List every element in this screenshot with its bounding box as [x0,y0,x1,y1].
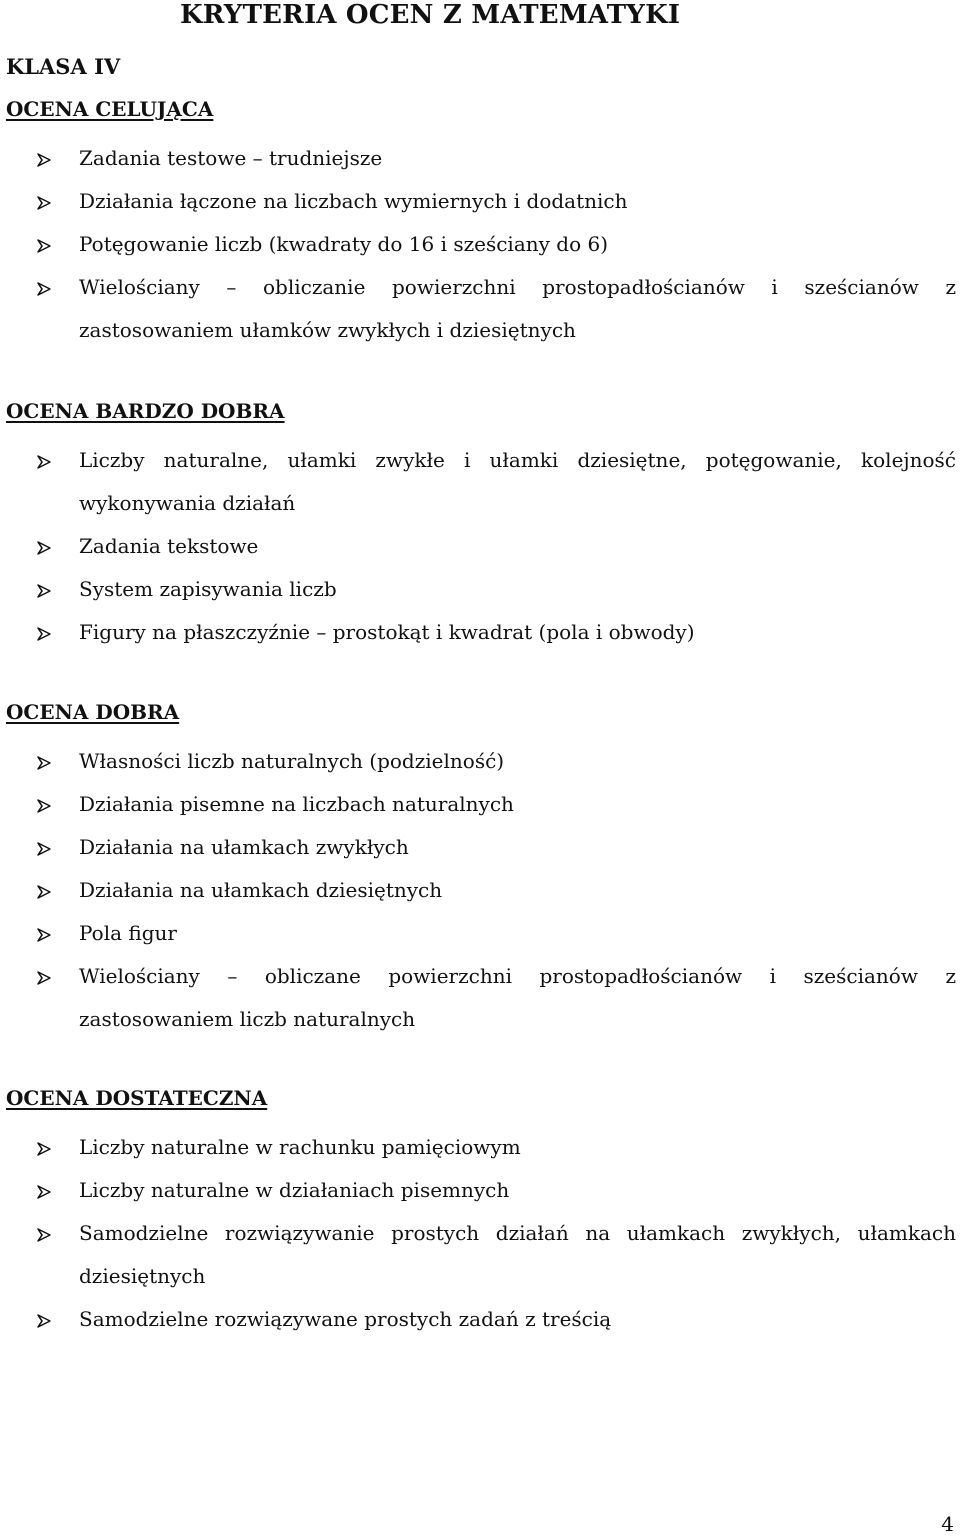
arrowhead-check-bullet-icon [37,455,51,469]
list-item [6,223,956,266]
list-item [6,783,956,826]
grade-section-dobra [6,697,956,1041]
arrowhead-check-bullet-icon [37,541,51,555]
page-number: 4 [941,1512,954,1536]
list-item-text: Wielościany – obliczane powierzchni prostopadłościanów i sześcianów z zastosowaniem liczb naturalnych [79,964,956,1031]
arrowhead-check-bullet-icon [37,928,51,942]
list-item-text: Liczby naturalne, ułamki zwykłe i ułamki dziesiętne, potęgowanie, kolejność wykonywania działań [79,448,956,515]
list-item-text: Wielościany – obliczanie powierzchni prostopadłościanów i sześcianów z zastosowaniem ułamków zwykłych i dziesiętnych [79,275,956,342]
list-item [6,1212,956,1298]
grade-heading: OCENA DOSTATECZNA [6,1086,268,1110]
list-item-text: Figury na płaszczyźnie – prostokąt i kwadrat (pola i obwody) [79,620,695,644]
list-item [6,525,956,568]
list-item-text: Działania pisemne na liczbach naturalnych [79,792,514,816]
list-item [6,611,956,654]
arrowhead-check-bullet-icon [37,799,51,813]
list-item [6,912,956,955]
arrowhead-check-bullet-icon [37,1142,51,1156]
list-item-text: Działania łączone na liczbach wymiernych i dodatnich [79,189,628,213]
list-item-text: Działania na ułamkach zwykłych [79,835,409,859]
arrowhead-check-bullet-icon [37,627,51,641]
list-item-text: Samodzielne rozwiązywane prostych zadań z treścią [79,1307,612,1331]
criteria-list [6,439,956,654]
grade-heading: OCENA BARDZO DOBRA [6,399,285,423]
list-item-text: Liczby naturalne w działaniach pisemnych [79,1178,510,1202]
criteria-list [6,137,956,352]
arrowhead-check-bullet-icon [37,885,51,899]
arrowhead-check-bullet-icon [37,239,51,253]
list-item-text: Liczby naturalne w rachunku pamięciowym [79,1135,521,1159]
list-item-text: Potęgowanie liczb (kwadraty do 16 i sześciany do 6) [79,232,609,256]
grade-section-bardzo-dobra [6,396,956,654]
list-item-text: Działania na ułamkach dziesiętnych [79,878,443,902]
list-item [6,266,956,352]
grade-section-celujaca [6,94,956,352]
document-title: KRYTERIA OCEN Z MATEMATYKI [180,0,681,30]
arrowhead-check-bullet-icon [37,1314,51,1328]
list-item [6,740,956,783]
arrowhead-check-bullet-icon [37,584,51,598]
list-item-text: Własności liczb naturalnych (podzielność) [79,749,505,773]
list-item [6,180,956,223]
grade-section-dostateczna [6,1083,956,1341]
list-item [6,1298,956,1341]
list-item [6,1169,956,1212]
list-item [6,826,956,869]
criteria-list [6,740,956,1041]
list-item [6,869,956,912]
criteria-list [6,1126,956,1341]
arrowhead-check-bullet-icon [37,153,51,167]
list-item-text: Zadania tekstowe [79,534,259,558]
arrowhead-check-bullet-icon [37,1228,51,1242]
grade-heading: OCENA DOBRA [6,700,180,724]
arrowhead-check-bullet-icon [37,842,51,856]
list-item [6,955,956,1041]
class-label: KLASA IV [6,54,121,79]
list-item-text: System zapisywania liczb [79,577,337,601]
arrowhead-check-bullet-icon [37,196,51,210]
arrowhead-check-bullet-icon [37,282,51,296]
list-item [6,137,956,180]
list-item-text: Samodzielne rozwiązywanie prostych działań na ułamkach zwykłych, ułamkach dziesiętnych [79,1221,956,1288]
list-item-text: Pola figur [79,921,177,945]
arrowhead-check-bullet-icon [37,1185,51,1199]
arrowhead-check-bullet-icon [37,971,51,985]
arrowhead-check-bullet-icon [37,756,51,770]
list-item [6,439,956,525]
grade-heading: OCENA CELUJĄCA [6,97,214,121]
list-item [6,1126,956,1169]
list-item-text: Zadania testowe – trudniejsze [79,146,383,170]
list-item [6,568,956,611]
